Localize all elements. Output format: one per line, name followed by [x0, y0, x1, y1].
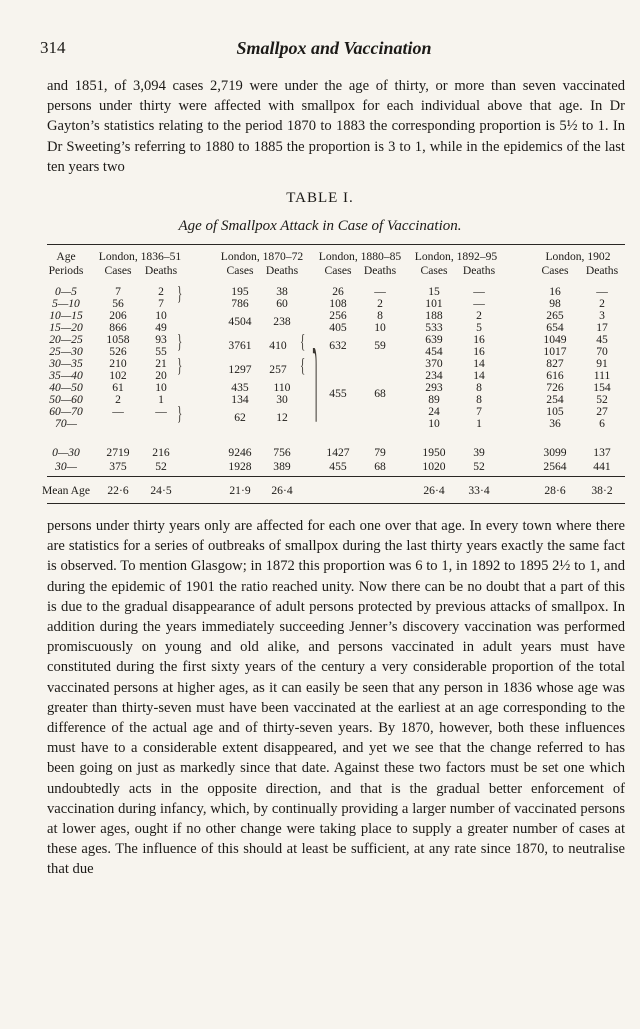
mean-age-cell: 28·6	[544, 484, 566, 497]
table-cell: 14	[473, 357, 485, 370]
table-cell: 91	[596, 357, 608, 370]
table-cell: 134	[231, 393, 249, 406]
table-cell: 26	[332, 285, 344, 298]
totals-cell: 68	[374, 460, 386, 473]
column-group-header: London, 1836–51	[98, 250, 182, 263]
row-age-period: 25—30	[49, 345, 83, 358]
table-cell: 17	[596, 321, 608, 334]
running-title: Smallpox and Vaccination	[236, 38, 432, 58]
merged-cell: 257	[269, 363, 287, 376]
table-cell: 110	[273, 381, 291, 394]
table-cell: 8	[476, 393, 482, 406]
table-cell: 6	[599, 417, 605, 430]
totals-cell: 2564	[543, 460, 567, 473]
table-cell: 21	[155, 357, 167, 370]
column-header-age: Periods	[48, 264, 84, 277]
merged-cell: 59	[374, 339, 386, 352]
table-cell: 27	[596, 405, 608, 418]
table-cell: 654	[546, 321, 564, 334]
table-cell: 188	[425, 309, 443, 322]
totals-cell: 389	[273, 460, 291, 473]
column-header-cases: Cases	[541, 264, 569, 277]
table-cell: 108	[329, 297, 347, 310]
table-cell: 533	[425, 321, 443, 334]
table-cell: 2	[115, 393, 121, 406]
mean-age-cell: 26·4	[423, 484, 445, 497]
mean-age-cell: 26·4	[271, 484, 293, 497]
totals-cell: 375	[109, 460, 127, 473]
row-age-period: 15—20	[49, 321, 83, 334]
table-cell: 16	[549, 285, 561, 298]
table-cell: 405	[329, 321, 347, 334]
totals-cell: 756	[273, 446, 291, 459]
table-cell: 616	[546, 369, 564, 382]
totals-cell: 3099	[543, 446, 567, 459]
table-cell: —	[374, 285, 386, 298]
row-age-period: 50—60	[49, 393, 83, 406]
table-title: TABLE I.	[286, 190, 354, 206]
column-header-age: Age	[56, 250, 76, 263]
table-cell: 10	[155, 309, 167, 322]
merged-cell: 4504	[228, 315, 252, 328]
row-age-period: 30—35	[49, 357, 83, 370]
brace-mark: ⎫	[312, 352, 321, 422]
table-cell: 2	[377, 297, 383, 310]
table-cell: 10	[374, 321, 386, 334]
table-cell: 111	[593, 369, 611, 382]
table-cell: 61	[112, 381, 124, 394]
column-header-deaths: Deaths	[363, 264, 397, 277]
table-cell: 56	[112, 297, 124, 310]
table-cell: 10	[428, 417, 440, 430]
table-cell: 1	[158, 393, 164, 406]
table-cell: 234	[425, 369, 443, 382]
brace-mark: }	[177, 403, 183, 425]
table-cell: 98	[549, 297, 561, 310]
column-header-cases: Cases	[226, 264, 254, 277]
table-cell: —	[155, 405, 167, 418]
totals-cell: 441	[593, 460, 611, 473]
paragraph-bottom: persons under thirty years only are affected for each one over that age. In every town where there are statistics for a series of outbreaks of smallpox during the last thirty years exactly the same fact is observed. To mention Glasgow; in 1872 this proportion was 6 to 1, in 1892 to 1895 2½ to 1, and during the epidemic of 1901 the ratio reached unity. Now there can be no doubt that a part of this is due to the gradual disappearance of adult persons protected by previous attacks of smallpox. In addition during the years immediately succeeding Jenner’s discovery vaccination was performed promiscuously on young and old alike, and persons vaccinated in adult years must have constituted during the first sixty years of the century a very considerable proportion of the total vaccinated persons at higher ages, as it can easily be seen that any person in 1836 whose age was greater than thirty-seven must have been vaccinated at the earliest at an age corresponding to the difference of the actual age and of thirty-seven years. By 1870, however, both these influences must have to a considerable extent disappeared, and yet we see that the change referred to has been going on just as markedly since that date. Against these two factors must be set one which undoubtedly acts in the opposite direction, and that is the gradual better enforcement of vaccination during infancy, which, by continually providing a larger number of vaccinated persons at lower ages, ought if no other change were taking place to supply a greater number of cases at these ages. The influence of this should at least be sufficient, at any rate since 1870, to neutralise that due	[47, 518, 625, 878]
row-age-period: 70—	[55, 417, 77, 430]
row-age-period: 20—25	[49, 333, 83, 346]
table-cell: —	[596, 285, 608, 298]
totals-cell: 39	[473, 446, 485, 459]
column-header-cases: Cases	[104, 264, 132, 277]
totals-cell: 1928	[228, 460, 252, 473]
table-bottom-rule	[47, 503, 625, 504]
totals-age: 30—	[55, 460, 77, 473]
table-cell: 254	[546, 393, 564, 406]
brace-mark: }	[177, 283, 183, 305]
table-cell: 24	[428, 405, 440, 418]
table-cell: 435	[231, 381, 249, 394]
table-cell: 639	[425, 333, 443, 346]
merged-cell: 3761	[228, 339, 252, 352]
table-cell: 154	[593, 381, 611, 394]
table-cell: 827	[546, 357, 564, 370]
column-header-cases: Cases	[420, 264, 448, 277]
mean-age-cell: 22·6	[107, 484, 129, 497]
table-cell: 3	[599, 309, 605, 322]
table-cell: 10	[155, 381, 167, 394]
table-cell: 2	[599, 297, 605, 310]
table-cell: 8	[476, 381, 482, 394]
paragraph-top: and 1851, of 3,094 cases 2,719 were under the age of thirty, or more than seven vaccinated persons under thirty were affected with smallpox for each individual above that age. In Dr Gayton’s statistics relating to the period 1870 to 1883 the corresponding proportion is 5½ to 1. In Dr Sweeting’s referring to 1880 to 1885 the proportion is 3 to 1, while in the epidemics of the last ten years two	[47, 78, 625, 175]
merged-cell: 1297	[228, 363, 252, 376]
table-cell: 1	[476, 417, 482, 430]
table-cell: 206	[109, 309, 127, 322]
totals-cell: 1427	[326, 446, 350, 459]
table-cell: 70	[596, 345, 608, 358]
totals-cell: 52	[473, 460, 485, 473]
merged-cell: 238	[273, 315, 291, 328]
table-cell: 454	[425, 345, 443, 358]
table-cell: 55	[155, 345, 167, 358]
table-cell: —	[473, 297, 485, 310]
table-cell: 1049	[543, 333, 567, 346]
table-cell: 52	[596, 393, 608, 406]
table-cell: 45	[596, 333, 608, 346]
table-cell: 1058	[106, 333, 130, 346]
row-age-period: 10—15	[49, 309, 83, 322]
table-cell: 195	[231, 285, 249, 298]
table-cell: —	[473, 285, 485, 298]
table-cell: 15	[428, 285, 440, 298]
merged-cell: 12	[276, 411, 288, 424]
table-cell: 105	[546, 405, 564, 418]
table-cell: 2	[476, 309, 482, 322]
table-cell: —	[112, 405, 124, 418]
merged-cell: 410	[269, 339, 287, 352]
table-cell: 786	[231, 297, 249, 310]
row-age-period: 60—70	[49, 405, 83, 418]
table-cell: 101	[425, 297, 443, 310]
totals-cell: 455	[329, 460, 347, 473]
table-cell: 7	[115, 285, 121, 298]
table-cell: 49	[155, 321, 167, 334]
table-cell: 210	[109, 357, 127, 370]
page-header	[40, 38, 628, 60]
column-group-header: London, 1880–85	[318, 250, 402, 263]
totals-cell: 2719	[106, 446, 130, 459]
totals-cell: 52	[155, 460, 167, 473]
column-header-deaths: Deaths	[265, 264, 299, 277]
column-header-cases: Cases	[324, 264, 352, 277]
table-cell: 526	[109, 345, 127, 358]
brace-mark: {	[300, 355, 306, 377]
merged-cell: 632	[329, 339, 347, 352]
table-cell: 16	[473, 333, 485, 346]
table-subtitle: Age of Smallpox Attack in Case of Vaccination.	[178, 218, 462, 234]
table-cell: 7	[476, 405, 482, 418]
table-cell: 726	[546, 381, 564, 394]
merged-cell: 455	[329, 387, 347, 400]
brace-mark: }	[177, 355, 183, 377]
mean-age-cell: 24·5	[150, 484, 172, 497]
table-cell: 38	[276, 285, 288, 298]
column-header-deaths: Deaths	[585, 264, 619, 277]
table-cell: 89	[428, 393, 440, 406]
totals-cell: 137	[593, 446, 611, 459]
table-top-rule	[47, 244, 625, 245]
table-cell: 102	[109, 369, 127, 382]
mean-age-cell: 33·4	[468, 484, 490, 497]
table-cell: 20	[155, 369, 167, 382]
page-number: 314	[40, 38, 66, 57]
table-cell: 265	[546, 309, 564, 322]
column-group-header: London, 1902	[545, 250, 611, 263]
totals-cell: 9246	[228, 446, 252, 459]
table-cell: 16	[473, 345, 485, 358]
table-cell: 30	[276, 393, 288, 406]
mean-age-cell: 21·9	[229, 484, 251, 497]
table-cell: 2	[158, 285, 164, 298]
table-cell: 14	[473, 369, 485, 382]
totals-cell: 79	[374, 446, 386, 459]
column-header-deaths: Deaths	[462, 264, 496, 277]
mean-age-label: Mean Age	[42, 484, 90, 497]
totals-rule	[47, 476, 625, 477]
row-age-period: 0—5	[55, 285, 77, 298]
merged-cell: 68	[374, 387, 386, 400]
table-cell: 36	[549, 417, 561, 430]
table-cell: 866	[109, 321, 127, 334]
table-cell: 370	[425, 357, 443, 370]
totals-cell: 1950	[422, 446, 446, 459]
table-cell: 8	[377, 309, 383, 322]
column-header-deaths: Deaths	[144, 264, 178, 277]
totals-age: 0—30	[52, 446, 80, 459]
table-cell: 7	[158, 297, 164, 310]
brace-mark: {	[300, 331, 306, 353]
row-age-period: 5—10	[52, 297, 80, 310]
column-group-header: London, 1892–95	[414, 250, 498, 263]
table-cell: 5	[476, 321, 482, 334]
row-age-period: 35—40	[49, 369, 83, 382]
table-cell: 256	[329, 309, 347, 322]
brace-mark: }	[177, 331, 183, 353]
table-cell: 293	[425, 381, 443, 394]
totals-cell: 216	[152, 446, 170, 459]
column-group-header: London, 1870–72	[220, 250, 304, 263]
table-cell: 1017	[543, 345, 567, 358]
mean-age-cell: 38·2	[591, 484, 613, 497]
totals-cell: 1020	[422, 460, 446, 473]
row-age-period: 40—50	[49, 381, 83, 394]
table-cell: 60	[276, 297, 288, 310]
table-cell: 93	[155, 333, 167, 346]
merged-cell: 62	[234, 411, 246, 424]
